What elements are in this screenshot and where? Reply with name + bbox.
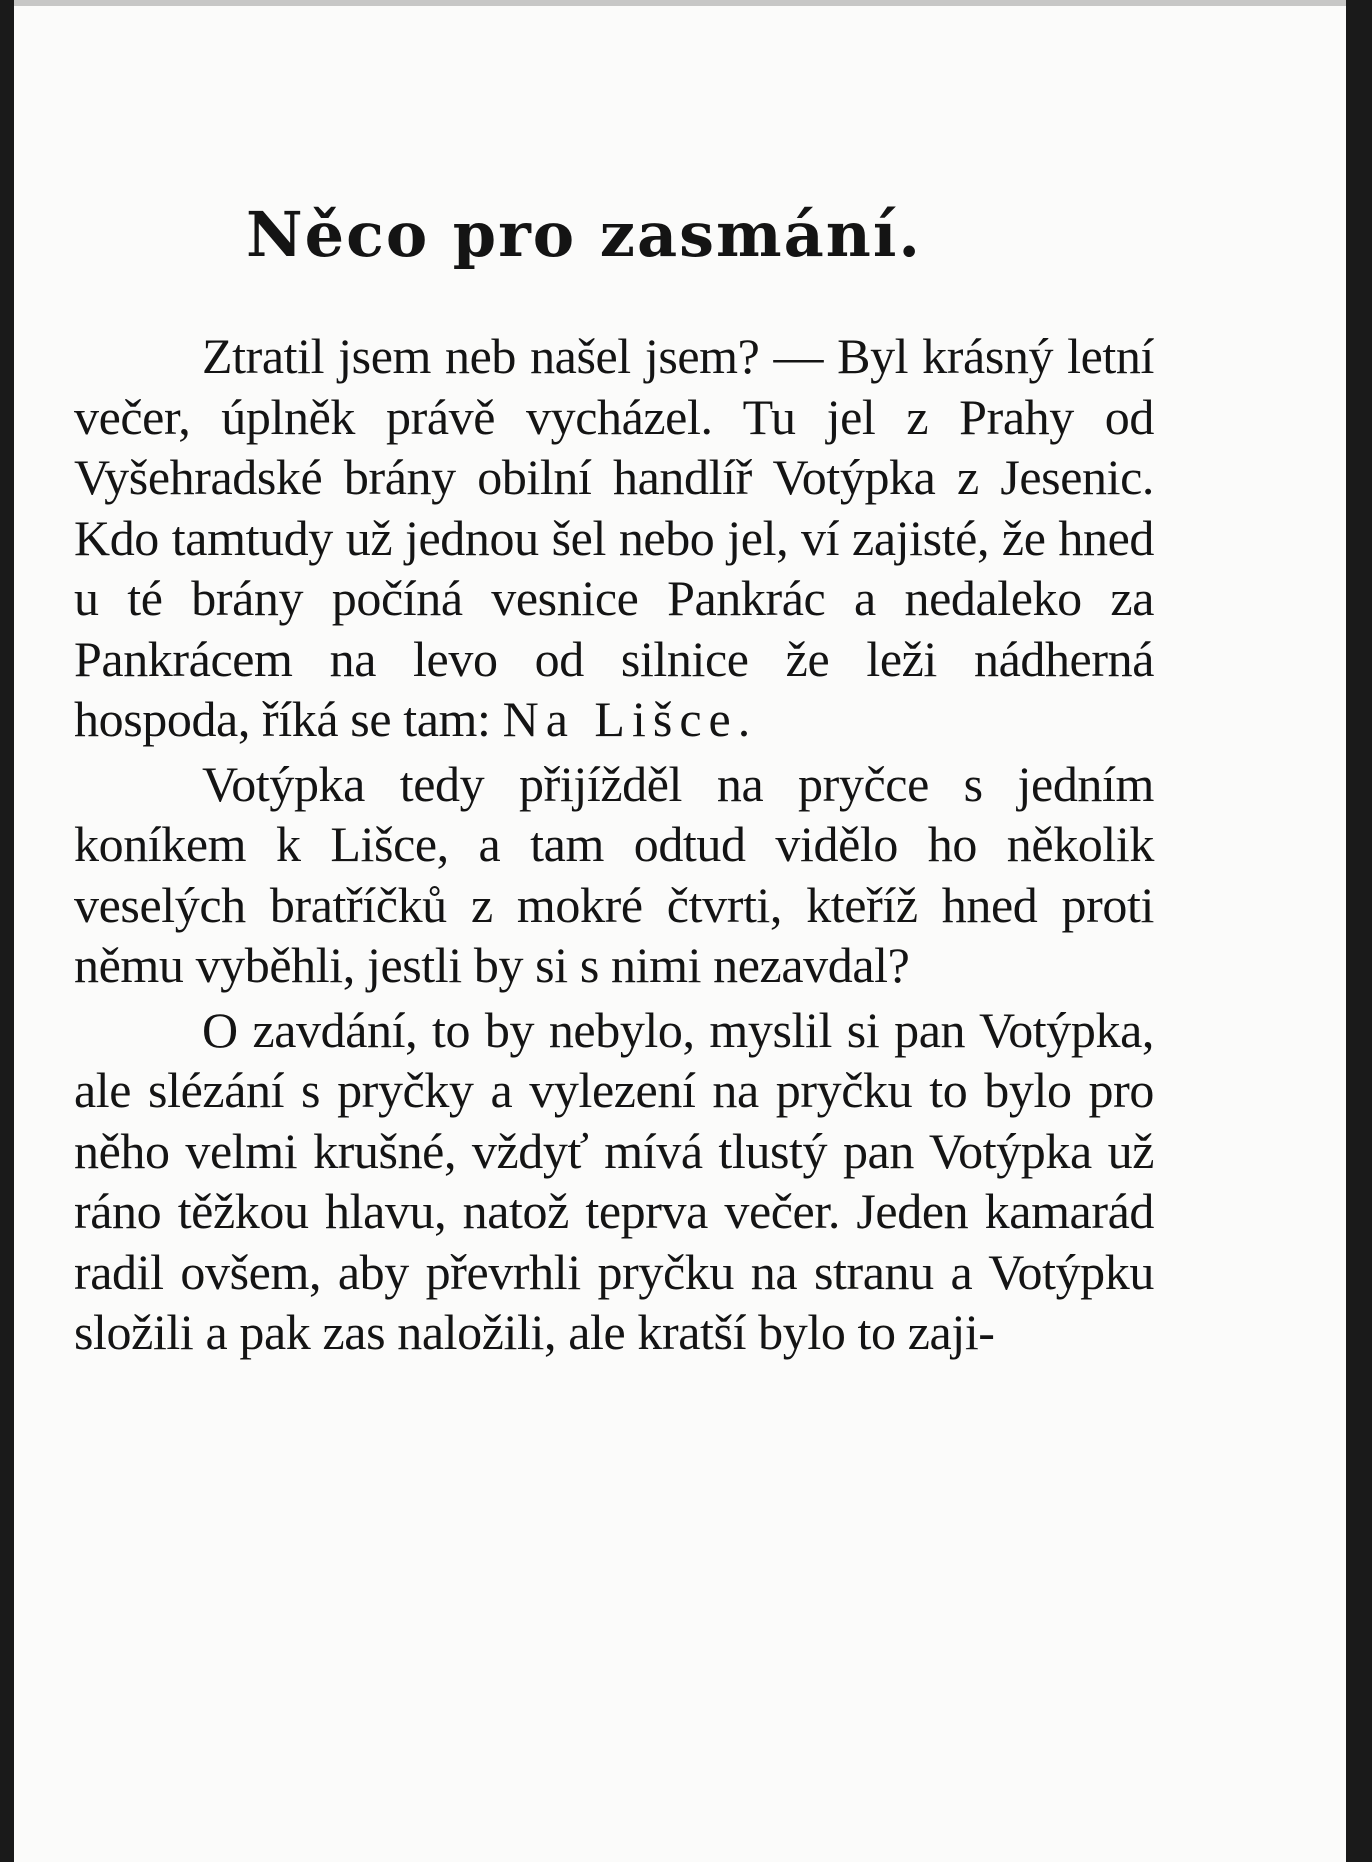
page-top-shadow [14,0,1346,6]
page-right-border [1346,0,1372,1862]
page-left-border [0,0,14,1862]
chapter-title: Něco pro zasmání. [245,198,923,271]
inn-name: Na Lišce. [502,691,758,747]
paragraph-2: Votýpka tedy přijížděl na pryčce s jedním koníkem k Lišce, a tam odtud vidělo ho několik veselých bratříčků z mokré čtvrti, kteříž hned proti němu vyběhli, jestli by si s nimi nezavdal? [74,755,1154,993]
text-block [74,200,1154,1363]
paragraph-1 [74,326,1154,750]
paragraph-1-text: Ztratil jsem neb našel jsem? — Byl krásný letní večer, úplněk právě vycházel. Tu jel z Prahy od Vyšehradské brány obilní handlíř Votýpka z Jesenic. Kdo tamtudy už jednou šel nebo jel, ví zajisté, že hned u té brány počíná vesnice Pankrác a nedaleko za Pankrácem na levo od silnice že leži nádherná hospoda, říká se tam: [74,328,1154,747]
paragraph-3: O zavdání, to by nebylo, myslil si pan Votýpka, ale slézání s pryčky a vylezení na pryčku to bylo pro něho velmi krušné, vždyť mívá tlustý pan Votýpka už ráno těžkou hlavu, natož teprva večer. Jeden kamarád radil ovšem, aby převrhli pryčku na stranu a Votýpku složili a pak zas naložili, ale kratší bylo to zaji- [74,1001,1154,1360]
